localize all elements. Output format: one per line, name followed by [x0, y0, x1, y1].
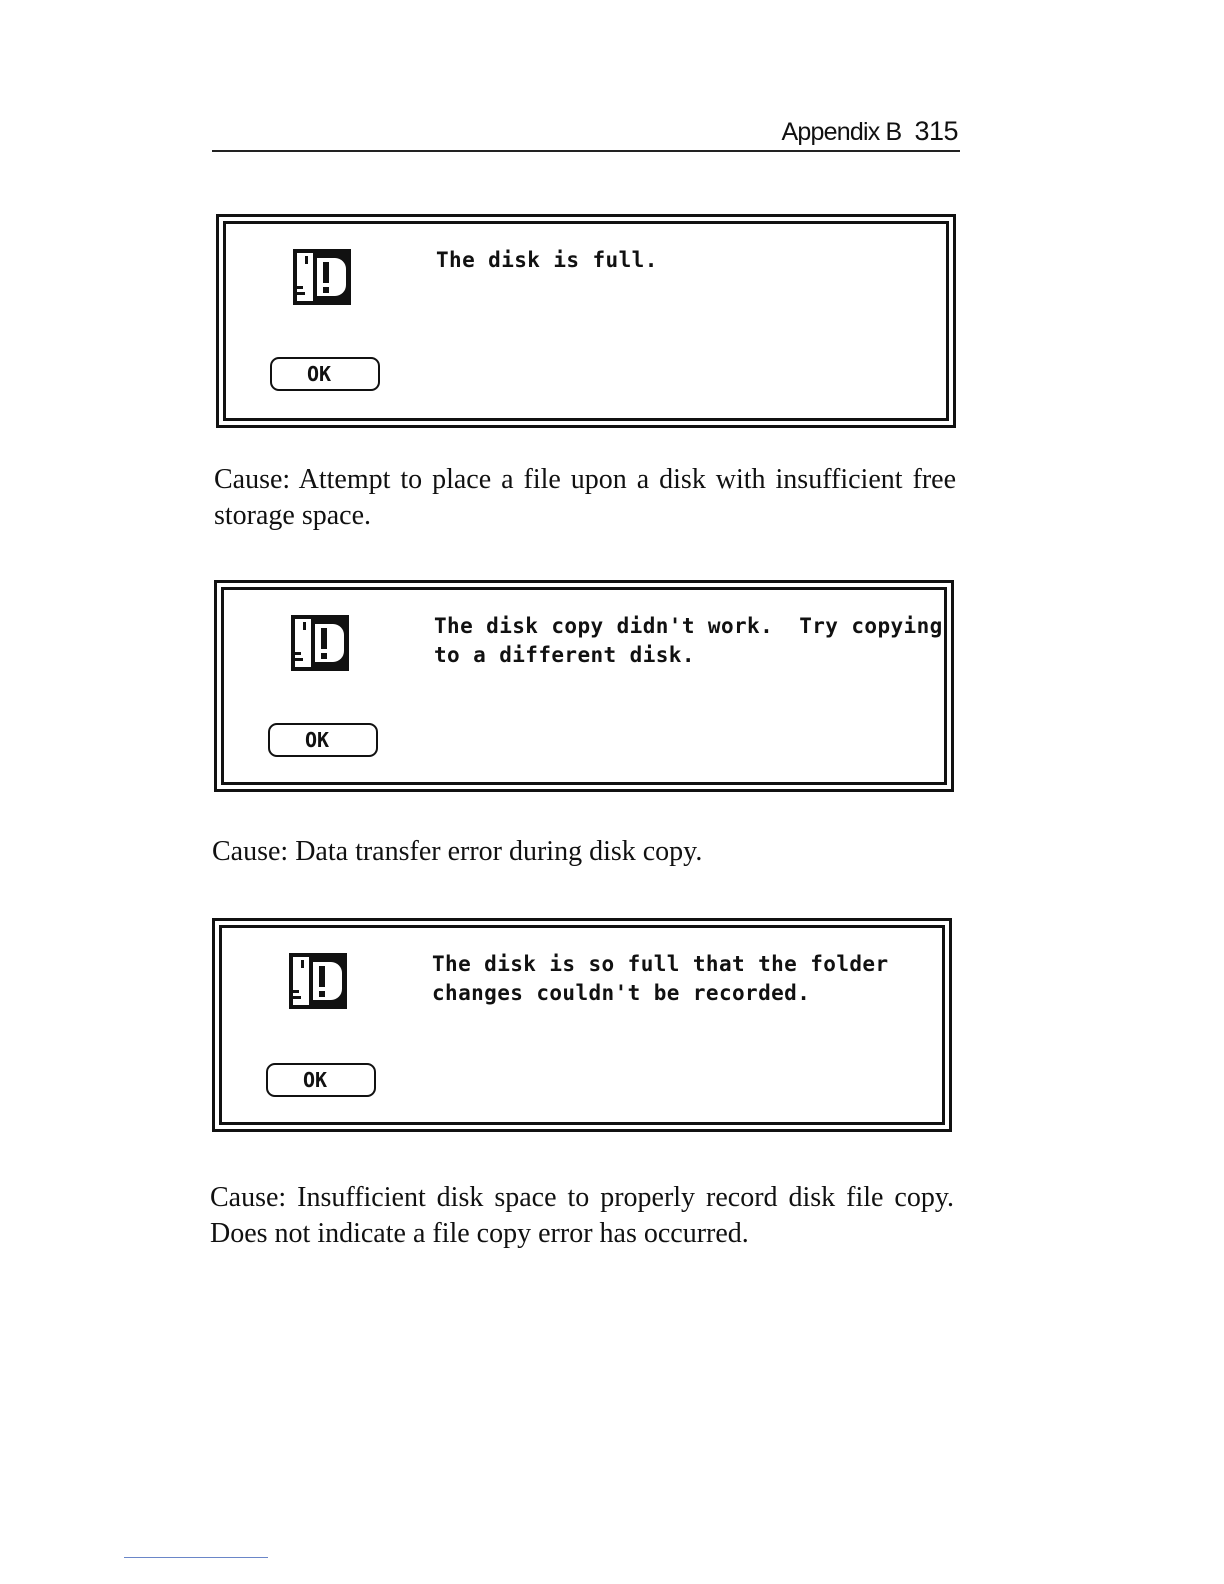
ok-button[interactable]: OK: [270, 357, 380, 391]
alert-message: [432, 950, 932, 1008]
disk-alert-icon: [290, 614, 350, 672]
dialog-body: [223, 221, 949, 421]
message-line: to a different disk.: [434, 643, 695, 667]
appendix-label: Appendix B: [781, 118, 902, 146]
ok-button[interactable]: OK: [266, 1063, 376, 1097]
cause-text: Cause: Insufficient disk space to properly record disk file copy. Does not indicate a file copy error has occurred.: [210, 1182, 954, 1249]
alert-message: [436, 246, 936, 275]
cause-text: Cause: Data transfer error during disk copy.: [212, 836, 703, 867]
disk-alert-icon: [288, 952, 348, 1010]
cause-text: Cause: Attempt to place a file upon a disk with insufficient free storage space.: [214, 464, 956, 531]
page-header: [212, 112, 960, 152]
message-line: The disk is so full that the folder: [432, 952, 889, 976]
disk-alert-icon: [292, 248, 352, 306]
alert-dialog-disk-full: [216, 214, 956, 428]
message-line: The disk is full.: [436, 248, 658, 272]
message-line: changes couldn't be recorded.: [432, 981, 811, 1005]
dialog-body: [219, 925, 945, 1125]
alert-message: [434, 612, 943, 670]
alert-dialog-folder-not-recorded: [212, 918, 952, 1132]
dialog-body: [221, 587, 947, 785]
ok-button[interactable]: OK: [268, 723, 378, 757]
message-line: The disk copy didn't work. Try copying: [434, 614, 943, 638]
footer-rule: [124, 1557, 268, 1558]
running-head: [782, 116, 958, 147]
alert-dialog-copy-failed: [214, 580, 954, 792]
page-number: 315: [914, 116, 958, 146]
